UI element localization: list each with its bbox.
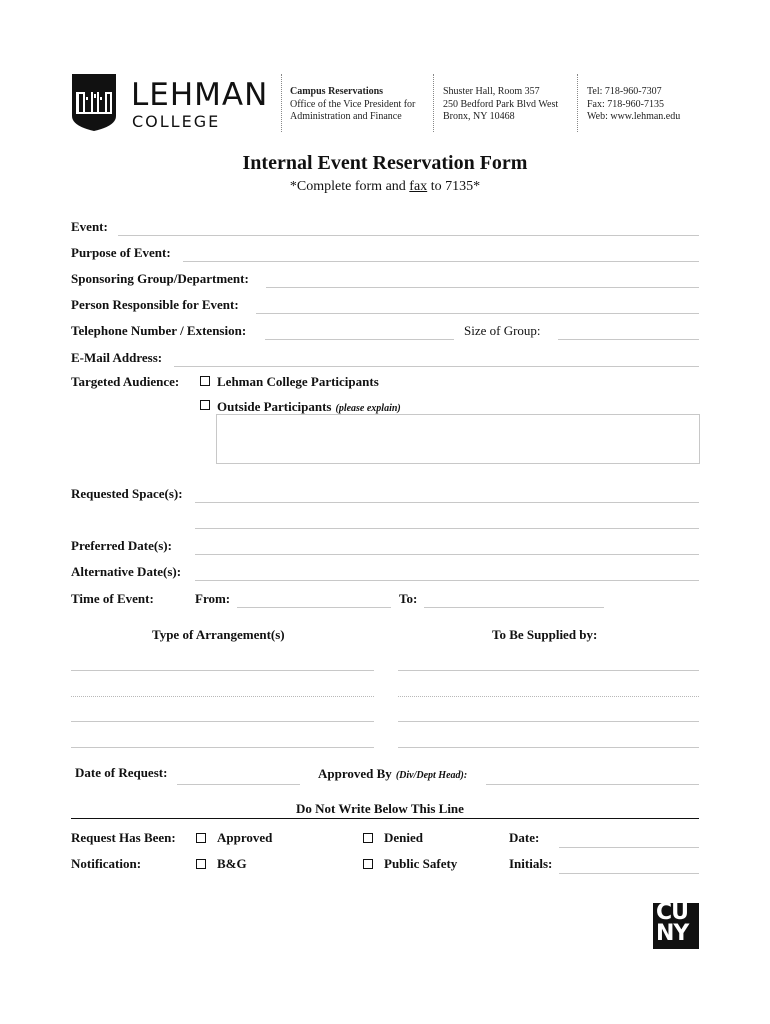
- lehman-shield-icon: [70, 72, 118, 132]
- supplied-field-1[interactable]: [398, 670, 699, 671]
- lehman-logo: [70, 72, 270, 134]
- header-address-line: Shuster Hall, Room 357: [443, 86, 540, 97]
- initials-label: Initials:: [509, 856, 553, 871]
- approved-by-block: [318, 765, 467, 783]
- approved-by-label: Approved By: [318, 766, 392, 781]
- approved-by-note: (Div/Dept Head):: [395, 770, 468, 781]
- phone-field[interactable]: [265, 339, 454, 340]
- purpose-field[interactable]: [183, 261, 699, 262]
- to-field[interactable]: [424, 607, 604, 608]
- bg-checkbox[interactable]: [196, 859, 206, 869]
- header-fax: Fax: 718-960-7135: [587, 98, 664, 110]
- public-safety-checkbox[interactable]: [363, 859, 373, 869]
- preferred-date-field[interactable]: [195, 554, 699, 555]
- supplied-field-2[interactable]: [398, 696, 699, 697]
- form-subtitle: [0, 179, 770, 195]
- arrangement-field-2[interactable]: [71, 696, 374, 697]
- audience-lehman-checkbox[interactable]: [200, 376, 210, 386]
- from-label: From:: [195, 591, 231, 606]
- from-field[interactable]: [237, 607, 391, 608]
- denied-checkbox[interactable]: [363, 833, 373, 843]
- header-address-block: [443, 86, 558, 124]
- header-office-line: Administration and Finance: [290, 111, 402, 122]
- office-divider-rule: [71, 818, 699, 819]
- office-date-field[interactable]: [559, 847, 699, 848]
- cuny-logo-line2: NY: [656, 921, 689, 946]
- supplied-label: To Be Supplied by:: [492, 627, 598, 642]
- initials-field[interactable]: [559, 873, 699, 874]
- audience-outside-label: Outside Participants: [217, 399, 332, 414]
- group-size-field[interactable]: [558, 339, 699, 340]
- phone-label: Telephone Number / Extension:: [71, 323, 247, 338]
- email-field[interactable]: [174, 366, 699, 367]
- alt-date-label: Alternative Date(s):: [71, 564, 182, 579]
- request-date-field[interactable]: [177, 784, 300, 785]
- approved-checkbox[interactable]: [196, 833, 206, 843]
- denied-label: Denied: [384, 830, 423, 845]
- preferred-date-label: Preferred Date(s):: [71, 538, 172, 553]
- subtitle-text: to 7135*: [427, 179, 481, 194]
- sponsor-label: Sponsoring Group/Department:: [71, 271, 249, 286]
- audience-outside-checkbox[interactable]: [200, 400, 210, 410]
- public-safety-label: Public Safety: [384, 856, 458, 871]
- header-office-title: Campus Reservations: [290, 86, 384, 97]
- person-label: Person Responsible for Event:: [71, 297, 239, 312]
- header-office-block: [290, 86, 415, 124]
- arrangement-field-4[interactable]: [71, 747, 374, 748]
- logo-lehman-text: LEHMAN: [131, 77, 269, 113]
- email-label: E-Mail Address:: [71, 350, 163, 365]
- office-date-label: Date:: [509, 830, 540, 845]
- request-status-label: Request Has Been:: [71, 830, 176, 845]
- header-contact-block: [587, 86, 680, 124]
- header-address-line: Bronx, NY 10468: [443, 111, 515, 122]
- cuny-logo: [653, 900, 699, 949]
- space-field-1[interactable]: [195, 502, 699, 503]
- office-divider-label: Do Not Write Below This Line: [296, 801, 464, 816]
- person-field[interactable]: [256, 313, 699, 314]
- cuny-logo-line1: CU: [656, 900, 689, 925]
- approved-by-field[interactable]: [486, 784, 699, 785]
- bg-label: B&G: [217, 856, 247, 871]
- header-divider-1: [281, 74, 282, 132]
- audience-lehman-label: Lehman College Participants: [217, 374, 379, 389]
- space-label: Requested Space(s):: [71, 486, 183, 501]
- form-title: Internal Event Reservation Form: [242, 152, 528, 174]
- arrangement-field-3[interactable]: [71, 721, 374, 722]
- supplied-field-3[interactable]: [398, 721, 699, 722]
- event-label: Event:: [71, 219, 108, 234]
- notification-label: Notification:: [71, 856, 142, 871]
- header-divider-3: [577, 74, 578, 132]
- alt-date-field[interactable]: [195, 580, 699, 581]
- arrangement-field-1[interactable]: [71, 670, 374, 671]
- header-divider-2: [433, 74, 434, 132]
- audience-label: Targeted Audience:: [71, 374, 180, 389]
- sponsor-field[interactable]: [266, 287, 699, 288]
- event-field[interactable]: [118, 235, 699, 236]
- subtitle-fax: fax: [409, 179, 428, 194]
- purpose-label: Purpose of Event:: [71, 245, 171, 260]
- time-label: Time of Event:: [71, 591, 154, 606]
- space-field-2[interactable]: [195, 528, 699, 529]
- logo-college-text: COLLEGE: [132, 112, 221, 131]
- approved-label: Approved: [217, 830, 273, 845]
- group-size-label: Size of Group:: [464, 323, 541, 338]
- header-office-line: Office of the Vice President for: [290, 98, 416, 110]
- subtitle-text: *Complete form and: [289, 179, 410, 194]
- audience-outside-note: (please explain): [335, 403, 401, 414]
- outside-explain-box[interactable]: [216, 414, 700, 464]
- header-web: Web: www.lehman.edu: [587, 111, 681, 122]
- header-tel: Tel: 718-960-7307: [587, 86, 662, 97]
- supplied-field-4[interactable]: [398, 747, 699, 748]
- header-address-line: 250 Bedford Park Blvd West: [443, 98, 559, 110]
- to-label: To:: [399, 591, 418, 606]
- request-date-label: Date of Request:: [75, 765, 168, 780]
- arrangement-label: Type of Arrangement(s): [152, 627, 285, 642]
